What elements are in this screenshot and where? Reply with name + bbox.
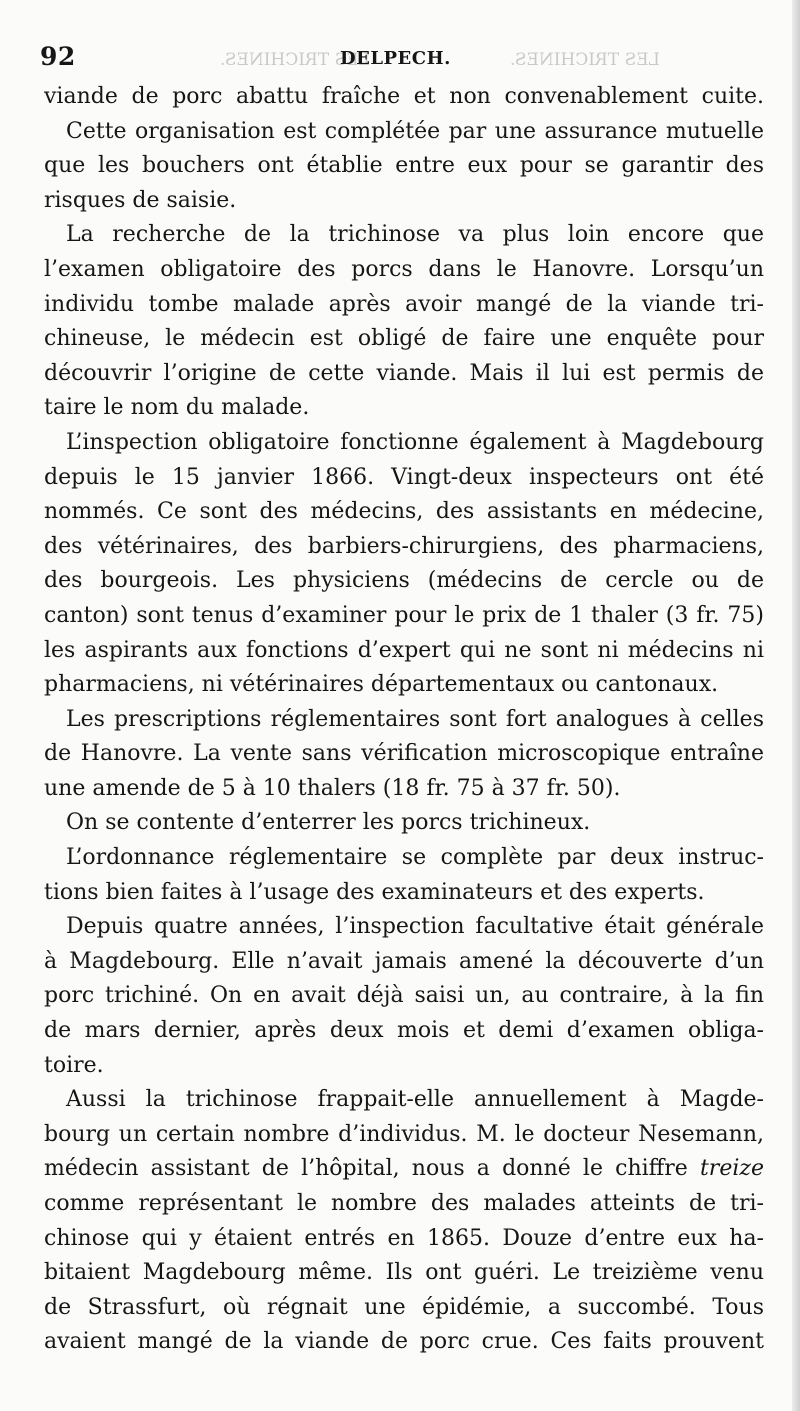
- text-line: les aspirants aux fonctions d’expert qui ne sont ni médecins ni: [44, 637, 764, 663]
- page-header: [40, 42, 760, 76]
- text-line: Aussi la trichinose frappait-elle annuellement à Magde-: [66, 1087, 764, 1113]
- text-line: canton) sont tenus d’examiner pour le prix de 1 thaler (3 fr. 75): [44, 602, 764, 628]
- text-line: risques de saisie.: [44, 187, 237, 213]
- page-edge-shadow: [792, 0, 800, 1411]
- text-line: des vétérinaires, des barbiers-chirurgiens, des pharmaciens,: [44, 533, 764, 559]
- text-line: Cette organisation est complétée par une assurance mutuelle: [66, 118, 764, 144]
- text-line: taire le nom du malade.: [44, 395, 310, 421]
- text-line: L’inspection obligatoire fonctionne également à Magdebourg: [66, 429, 764, 455]
- text-line: des bourgeois. Les physiciens (médecins de cercle ou de: [44, 568, 764, 594]
- text-line: viande de porc abattu fraîche et non convenablement cuite.: [44, 84, 764, 109]
- text-line: de mars dernier, après deux mois et demi d’examen obliga-: [44, 1018, 764, 1044]
- text-line: de Strassfurt, où régnait une épidémie, a succombé. Tous: [44, 1294, 764, 1320]
- text-line: avaient mangé de la viande de porc crue. Ces faits prouvent: [44, 1329, 764, 1355]
- text-line: médecin assistant de l’hôpital, nous a donné le chiffre treize: [44, 1156, 764, 1182]
- text-line: chinose qui y étaient entrés en 1865. Douze d’entre eux ha-: [44, 1225, 764, 1251]
- text-line: l’examen obligatoire des porcs dans le Hanovre. Lorsqu’un: [44, 256, 764, 282]
- text-line: une amende de 5 à 10 thalers (18 fr. 75 à 37 fr. 50).: [44, 775, 621, 801]
- text-line: L’ordonnance réglementaire se complète par deux instruc-: [66, 845, 764, 871]
- page-number: 92: [40, 42, 76, 71]
- italic-word: treize: [699, 1156, 764, 1182]
- text-line: individu tombe malade après avoir mangé de la viande tri-: [44, 291, 764, 317]
- text-line: porc trichiné. On en avait déjà saisi un, au contraire, à la fin: [44, 983, 764, 1009]
- text-line: On se contente d’enterrer les porcs trichineux.: [66, 810, 591, 836]
- text-line: de Hanovre. La vente sans vérification microscopique entraîne: [44, 741, 764, 767]
- body-text: [44, 80, 764, 1360]
- text-line: chineuse, le médecin est obligé de faire une enquête pour: [44, 326, 764, 352]
- text-line: Les prescriptions réglementaires sont fort analogues à celles: [66, 706, 764, 732]
- running-head: DELPECH.: [340, 48, 451, 69]
- text-line: La recherche de la trichinose va plus loin encore que: [66, 222, 764, 248]
- text-line: pharmaciens, ni vétérinaires départementaux ou cantonaux.: [44, 672, 719, 698]
- show-through-text-left: LES TRICHINES.: [220, 50, 370, 70]
- text-line: toire.: [44, 1052, 104, 1078]
- text-line: comme représentant le nombre des malades atteints de tri-: [44, 1191, 764, 1216]
- text-line: bitaient Magdebourg même. Ils ont guéri. Le treizième venu: [44, 1260, 764, 1286]
- text-line: Depuis quatre années, l’inspection facultative était générale: [66, 914, 764, 940]
- text-line: bourg un certain nombre d’individus. M. le docteur Nesemann,: [44, 1121, 764, 1147]
- text-line: depuis le 15 janvier 1866. Vingt-deux inspecteurs ont été: [44, 464, 764, 490]
- text-line: nommés. Ce sont des médecins, des assistants en médecine,: [44, 499, 764, 525]
- text-line: que les bouchers ont établie entre eux pour se garantir des: [44, 153, 764, 179]
- text-line: tions bien faites à l’usage des examinateurs et des experts.: [44, 879, 705, 905]
- show-through-text-right: LES TRICHINES.: [510, 50, 660, 70]
- text-line: découvrir l’origine de cette viande. Mais il lui est permis de: [44, 360, 764, 386]
- text-line: à Magdebourg. Elle n’avait jamais amené la découverte d’un: [44, 948, 764, 974]
